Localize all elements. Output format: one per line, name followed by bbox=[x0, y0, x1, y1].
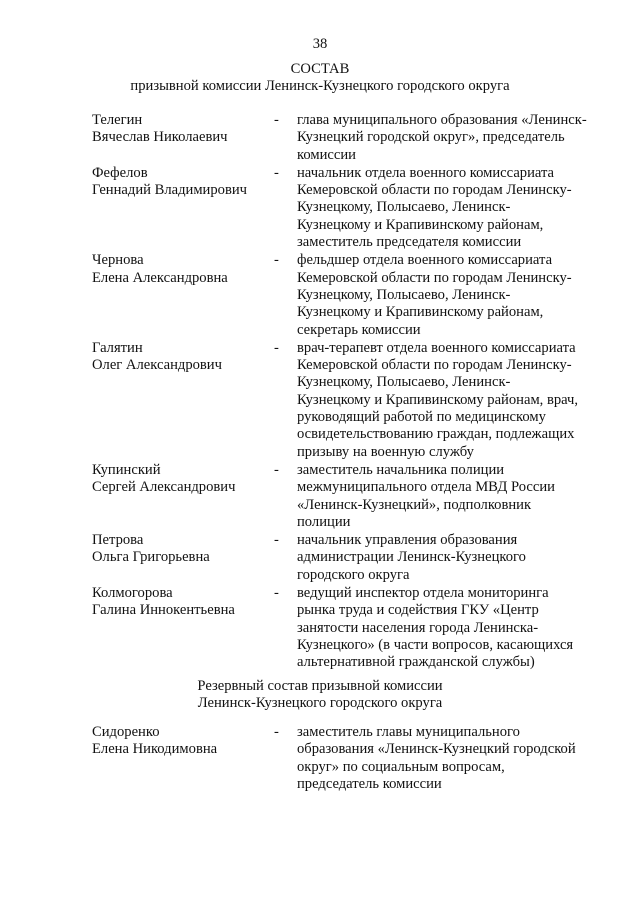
member-role-line: призыву на военную службу bbox=[297, 443, 474, 460]
member-role-line: Кузнецкому, Полысаево, Ленинск- bbox=[297, 286, 511, 303]
document-title bbox=[0, 61, 640, 95]
member-row bbox=[92, 724, 612, 793]
member-role bbox=[297, 340, 607, 461]
member-role bbox=[297, 585, 607, 671]
member-given-names: Сергей Александрович bbox=[92, 479, 236, 496]
member-surname: Колмогорова bbox=[92, 585, 173, 602]
commission-members-list bbox=[92, 112, 612, 673]
member-role-line: городского округа bbox=[297, 566, 410, 583]
title-heading: СОСТАВ bbox=[290, 61, 350, 77]
member-name bbox=[92, 252, 274, 287]
member-name bbox=[92, 112, 274, 147]
member-role-line: Кузнецкому и Крапивинскому районам, bbox=[297, 216, 544, 233]
reserve-heading-line: Резервный состав призывной комиссии bbox=[197, 678, 443, 694]
title-subheading: призывной комиссии Ленинск-Кузнецкого городского округа bbox=[130, 78, 510, 94]
member-role-line: заместитель председателя комиссии bbox=[297, 234, 522, 251]
member-role-line: Кемеровской области по городам Ленинску- bbox=[297, 357, 572, 374]
member-role-line: секретарь комиссии bbox=[297, 321, 421, 338]
member-role-line: врач-терапевт отдела военного комиссариата bbox=[297, 339, 576, 356]
member-role-line: полиции bbox=[297, 513, 351, 530]
member-name bbox=[92, 165, 274, 200]
member-given-names: Елена Александровна bbox=[92, 269, 228, 286]
page-number: 38 bbox=[312, 36, 328, 52]
member-given-names: Геннадий Владимирович bbox=[92, 182, 248, 199]
member-role-line: Кузнецкого» (в части вопросов, касающихся bbox=[297, 636, 574, 653]
member-name bbox=[92, 462, 274, 497]
member-given-names: Олег Александрович bbox=[92, 357, 222, 374]
member-row bbox=[92, 112, 612, 164]
member-role-line: начальник управления образования bbox=[297, 532, 518, 549]
member-role bbox=[297, 112, 607, 164]
member-role-line: межмуниципального отдела МВД России bbox=[297, 479, 555, 496]
member-dash: - bbox=[274, 164, 279, 181]
member-row bbox=[92, 165, 612, 251]
member-role-line: глава муниципального образования «Ленинск- bbox=[297, 112, 587, 128]
member-surname: Купинский bbox=[92, 461, 161, 478]
member-role-line: округ» по социальным вопросам, bbox=[297, 758, 505, 775]
member-role-line: Кемеровской области по городам Ленинску- bbox=[297, 269, 572, 286]
member-role-line: Кузнецкому и Крапивинскому районам, bbox=[297, 304, 544, 321]
member-role-line: начальник отдела военного комиссариата bbox=[297, 164, 555, 181]
member-row bbox=[92, 585, 612, 671]
member-name bbox=[92, 724, 274, 759]
member-role bbox=[297, 724, 607, 793]
member-dash: - bbox=[274, 252, 279, 269]
member-role bbox=[297, 165, 607, 251]
member-row bbox=[92, 340, 612, 461]
member-row bbox=[92, 462, 612, 531]
member-role-line: Кузнецкому и Крапивинскому районам, врач, bbox=[297, 391, 579, 408]
member-role bbox=[297, 462, 607, 531]
member-role-line: «Ленинск-Кузнецкий», подполковник bbox=[297, 496, 532, 513]
member-given-names: Вячеслав Николаевич bbox=[92, 129, 228, 146]
member-role-line: комиссии bbox=[297, 146, 356, 163]
member-given-names: Елена Никодимовна bbox=[92, 741, 218, 758]
reserve-heading bbox=[0, 678, 640, 713]
member-role-line: Кузнецкому, Полысаево, Ленинск- bbox=[297, 199, 511, 216]
member-surname: Сидоренко bbox=[92, 724, 160, 740]
member-surname: Петрова bbox=[92, 532, 144, 549]
member-role-line: председатель комиссии bbox=[297, 775, 442, 792]
member-name bbox=[92, 532, 274, 567]
member-name bbox=[92, 585, 274, 620]
member-role-line: Кемеровской области по городам Ленинску- bbox=[297, 182, 572, 199]
member-role-line: руководящий работой по медицинскому bbox=[297, 409, 546, 426]
reserve-heading-line: Ленинск-Кузнецкого городского округа bbox=[197, 695, 443, 712]
member-dash: - bbox=[274, 585, 279, 602]
member-role-line: администрации Ленинск-Кузнецкого bbox=[297, 549, 526, 566]
member-surname: Чернова bbox=[92, 252, 144, 269]
member-given-names: Ольга Григорьевна bbox=[92, 549, 210, 566]
member-dash: - bbox=[274, 724, 279, 740]
member-role-line: заместитель главы муниципального bbox=[297, 724, 520, 740]
member-surname: Фефелов bbox=[92, 164, 148, 181]
member-dash: - bbox=[274, 532, 279, 549]
member-surname: Телегин bbox=[92, 112, 143, 128]
member-row bbox=[92, 252, 612, 338]
member-role bbox=[297, 532, 607, 584]
member-role-line: заместитель начальника полиции bbox=[297, 461, 505, 478]
member-role-line: альтернативной гражданской службы) bbox=[297, 654, 535, 671]
member-role-line: Кузнецкому, Полысаево, Ленинск- bbox=[297, 374, 511, 391]
member-role bbox=[297, 252, 607, 338]
member-dash: - bbox=[274, 112, 279, 128]
member-surname: Галятин bbox=[92, 339, 143, 356]
member-name bbox=[92, 340, 274, 375]
member-dash: - bbox=[274, 461, 279, 478]
member-role-line: рынка труда и содействия ГКУ «Центр bbox=[297, 602, 539, 619]
member-role-line: Кузнецкий городской округ», председатель bbox=[297, 129, 565, 146]
member-role-line: образования «Ленинск-Кузнецкий городской bbox=[297, 741, 576, 758]
member-row bbox=[92, 532, 612, 584]
member-role-line: освидетельствованию граждан, подлежащих bbox=[297, 426, 575, 443]
member-role-line: ведущий инспектор отдела мониторинга bbox=[297, 585, 549, 602]
member-role-line: занятости населения города Ленинска- bbox=[297, 619, 539, 636]
reserve-members-list bbox=[92, 724, 612, 794]
member-given-names: Галина Иннокентьевна bbox=[92, 602, 235, 619]
member-dash: - bbox=[274, 339, 279, 356]
member-role-line: фельдшер отдела военного комиссариата bbox=[297, 252, 553, 269]
